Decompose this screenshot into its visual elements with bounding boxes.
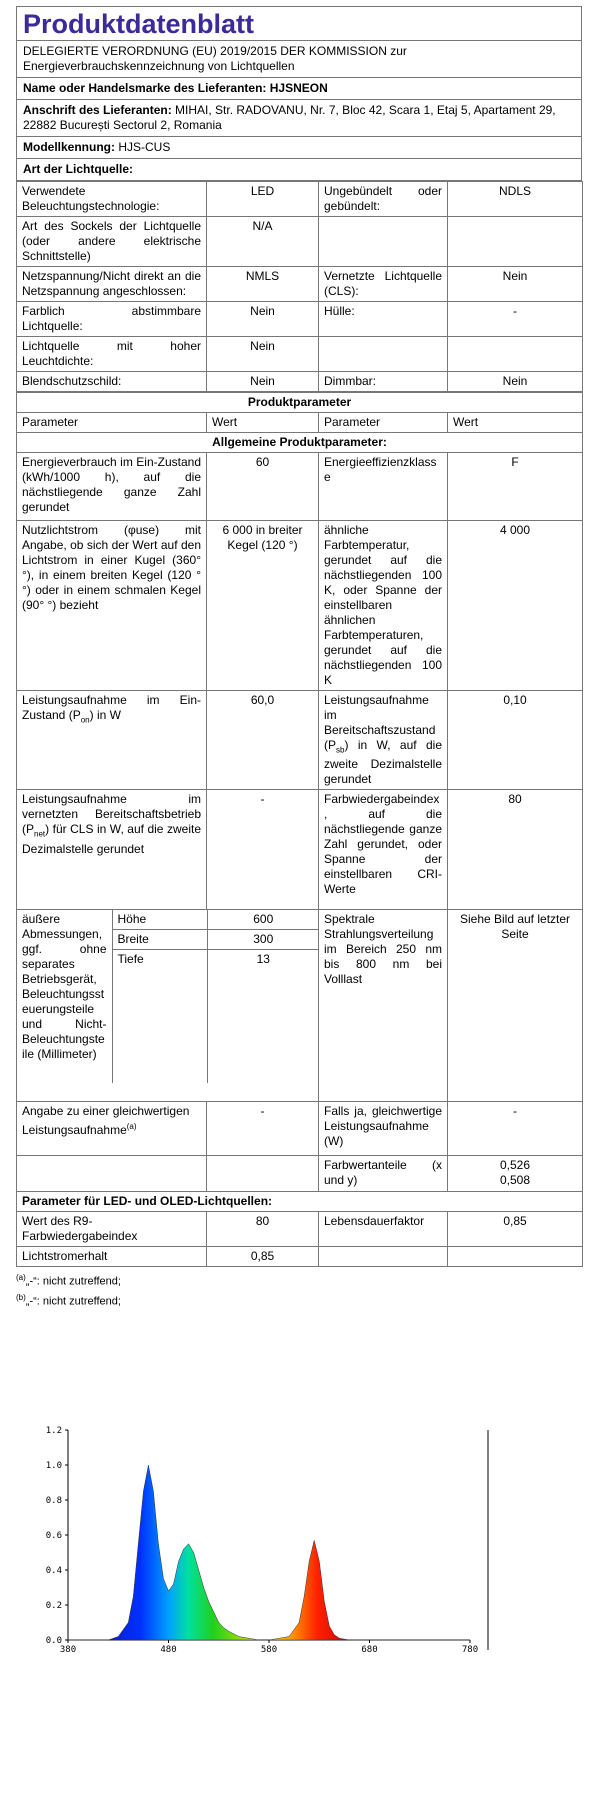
spectral-distribution-chart (30, 1420, 560, 1690)
type-row-label-2: Vernetzte Lichtquelle (CLS): (319, 267, 448, 302)
chromaticity-value (448, 1156, 583, 1192)
light-source-type-table (16, 181, 583, 392)
dim-name: Höhe (112, 910, 207, 930)
model-row (16, 137, 582, 159)
general-parameters-heading: Allgemeine Produktparameter: (17, 433, 583, 453)
dimensions-subtable (17, 910, 319, 1083)
dim-value: 300 (207, 930, 319, 950)
energy-consumption-label: Energieverbrauch im Ein-Zustand (kWh/1000 h), auf die nächstliegende ganze Zahl gerundet (17, 453, 207, 521)
chromaticity-x: 0,526 (499, 1158, 531, 1173)
type-row-value: Nein (207, 337, 319, 372)
type-row (17, 182, 583, 217)
y-tick-label: 0.4 (45, 1566, 62, 1576)
light-source-type-heading: Art der Lichtquelle: (16, 159, 582, 181)
model-label: Modellkennung: (23, 140, 115, 154)
col-header-parameter-2: Parameter (319, 413, 448, 433)
x-tick-label: 380 (59, 1645, 77, 1655)
networked-standby-label: Leistungsaufnahme im vernetzten Bereitschaftsbetrieb $(P_{net})$ für CLS in W, auf die zweite Dezimalstelle gerundet (17, 790, 207, 910)
y-tick-label: 0.6 (45, 1531, 62, 1541)
useful-flux-label: Nutzlichtstrom (φuse) mit Angabe, ob sich der Wert auf den Lichtstrom in einer Kugel (360° °), in einem breiten Kegel (120 °°) oder in einem schmalen Kegel (90° °) bezieht (17, 521, 207, 691)
footnote-a: $^{(a)}$„-“: nicht zutreffend; (16, 1273, 121, 1289)
survival-factor-value: 0,85 (448, 1212, 583, 1247)
y-tick-label: 0.8 (45, 1496, 62, 1506)
footnotes (16, 1270, 582, 1309)
on-mode-power-value: 60,0 (207, 691, 319, 790)
type-row (17, 337, 583, 372)
cri-label: Farbwiedergabeindex, auf die nächstliegende ganze Zahl gerundet, oder Spanne der einstellbaren CRI-Werte (319, 790, 448, 910)
product-data-sheet (16, 6, 582, 1310)
dimensions-label: äußere Abmessungen, ggf. ohne separates Betriebsgerät, Beleuchtungssteuerungsteile und Nicht-Beleuchtungsteile (Millimeter) (22, 912, 107, 1062)
cri-value: 80 (448, 790, 583, 910)
type-row-value: Nein (207, 302, 319, 337)
type-row-value: LED (207, 182, 319, 217)
supplier-name-value: HJSNEON (269, 81, 328, 95)
spectral-distribution-value: Siehe Bild auf letzter Seite (448, 910, 583, 1102)
chromaticity-y: 0,508 (499, 1173, 531, 1188)
spectrum-area (68, 1465, 470, 1640)
equivalent-power-watts-label: Falls ja, gleichwertige Leistungsaufnahme (W) (319, 1102, 448, 1156)
useful-flux-value: 6 000 in breiter Kegel (120 °) (207, 521, 319, 691)
networked-standby-value: - (207, 790, 319, 910)
type-row-label-2: Dimmbar: (319, 372, 448, 392)
x-tick-label: 480 (160, 1645, 177, 1655)
type-row-value-2 (448, 337, 583, 372)
standby-power-label: Leistungsaufnahme im Bereitschaftszustand $(P_{sb})$ in W, auf die zweite Dezimalstelle gerundet (319, 691, 448, 790)
supplier-address-label: Anschrift des Lieferanten: (23, 103, 172, 117)
lumen-maintenance-label: Lichtstromerhalt (17, 1247, 207, 1267)
col-header-value-2: Wert (448, 413, 583, 433)
type-row (17, 267, 583, 302)
supplier-name-row (16, 78, 582, 100)
type-row-label: Verwendete Beleuchtungstechnologie: (17, 182, 207, 217)
chart-ticks (46, 1426, 478, 1655)
type-row-label: Farblich abstimmbare Lichtquelle: (17, 302, 207, 337)
type-row-value-2: NDLS (448, 182, 583, 217)
on-mode-power-label: Leistungsaufnahme im Ein-Zustand $(P_{on})$ in W (17, 691, 207, 790)
r9-value: 80 (207, 1212, 319, 1247)
type-row-value: Nein (207, 372, 319, 392)
col-header-parameter: Parameter (17, 413, 207, 433)
spectral-distribution-label: Spektrale Strahlungsverteilung im Bereich 250 nm bis 800 nm bei Volllast (319, 910, 448, 1102)
survival-factor-label: Lebensdauerfaktor (319, 1212, 448, 1247)
col-header-value: Wert (207, 413, 319, 433)
dim-name: Breite (112, 930, 207, 950)
type-row-value-2: Nein (448, 372, 583, 392)
footnote-b: $^{(b)}$„-“: nicht zutreffend; (16, 1293, 121, 1308)
type-row-value-2: Nein (448, 267, 583, 302)
type-row-label-2 (319, 337, 448, 372)
regulation-text: DELEGIERTE VERORDNUNG (EU) 2019/2015 DER KOMMISSION zur Energieverbrauchskennzeichnung von Lichtquellen (16, 40, 582, 78)
type-row-label-2: Hülle: (319, 302, 448, 337)
page-title: Produktdatenblatt (16, 6, 582, 40)
type-row-label: Art des Sockels der Lichtquelle (oder andere elektrische Schnittstelle) (17, 217, 207, 267)
y-tick-label: 0.0 (45, 1636, 62, 1646)
supplier-address-row (16, 100, 582, 137)
model-value: HJS-CUS (118, 140, 171, 154)
type-row-label: Blendschutzschild: (17, 372, 207, 392)
cct-value: 4 000 (448, 521, 583, 691)
supplier-address-value: MIHAI, Str. RADOVANU, Nr. 7, Bloc 42, Scara 1, Etaj 5, Apartament 29, 22882 București Sectorul 2, Romania (23, 103, 556, 132)
equivalent-power-value: - (207, 1102, 319, 1156)
product-parameters-heading: Produktparameter (17, 393, 583, 413)
dimensions-cell (17, 910, 319, 1102)
dim-value: 600 (207, 910, 319, 930)
type-row (17, 372, 583, 392)
r9-label: Wert des R9-Farbwiedergabeindex (17, 1212, 207, 1247)
dim-value: 13 (207, 950, 319, 970)
product-parameters-table (16, 392, 583, 1267)
equivalent-power-label: Angabe zu einer gleichwertigen Leistungsaufnahme$^{(a)}$ (17, 1102, 207, 1156)
supplier-name-label: Name oder Handelsmarke des Lieferanten: (23, 81, 267, 95)
led-parameters-heading: Parameter für LED- und OLED-Lichtquellen: (17, 1192, 583, 1212)
type-row-value: NMLS (207, 267, 319, 302)
type-row-label-2 (319, 217, 448, 267)
type-row-label: Lichtquelle mit hoher Leuchtdichte: (17, 337, 207, 372)
energy-class-label: Energieeffizienzklasse (319, 453, 448, 521)
chromaticity-label: Farbwertanteile (x und y) (319, 1156, 448, 1192)
y-tick-label: 0.2 (45, 1601, 62, 1611)
lumen-maintenance-value: 0,85 (207, 1247, 319, 1267)
cct-label: ähnliche Farbtemperatur, gerundet auf die nächstliegenden 100 K, oder Spanne der einstellbaren ähnlichen Farbtemperaturen, gerundet auf die nächstliegenden 100 K (319, 521, 448, 691)
y-tick-label: 1.2 (45, 1426, 62, 1436)
x-tick-label: 680 (361, 1645, 378, 1655)
energy-class-value: F (448, 453, 583, 521)
dim-name: Tiefe (112, 950, 207, 970)
type-row-label: Netzspannung/Nicht direkt an die Netzspannung angeschlossen: (17, 267, 207, 302)
type-row-value: N/A (207, 217, 319, 267)
type-row-label-2: Ungebündelt oder gebündelt: (319, 182, 448, 217)
y-tick-label: 1.0 (45, 1461, 62, 1471)
type-row (17, 217, 583, 267)
type-row (17, 302, 583, 337)
standby-power-value: 0,10 (448, 691, 583, 790)
x-tick-label: 580 (260, 1645, 278, 1655)
type-row-value-2 (448, 217, 583, 267)
equivalent-power-watts-value: - (448, 1102, 583, 1156)
energy-consumption-value: 60 (207, 453, 319, 521)
x-tick-label: 780 (461, 1645, 479, 1655)
type-row-value-2: - (448, 302, 583, 337)
